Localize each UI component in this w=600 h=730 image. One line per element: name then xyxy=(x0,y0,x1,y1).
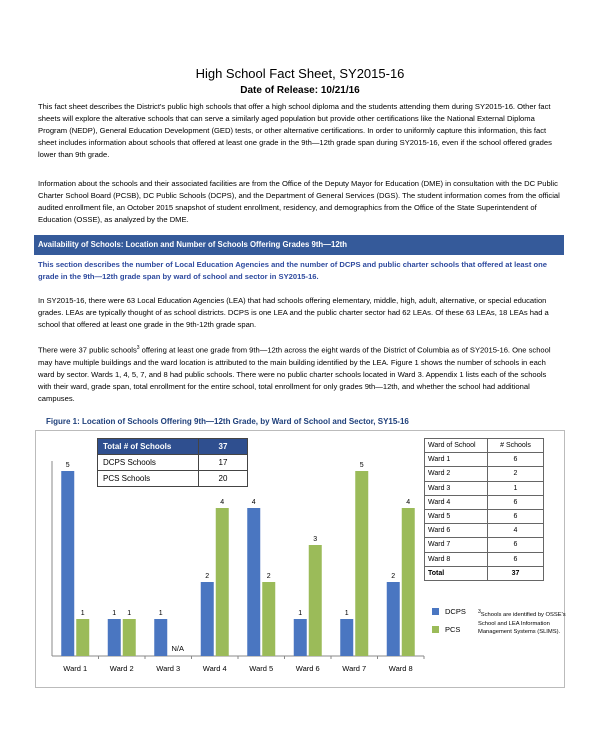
x-tick-label: Ward 4 xyxy=(202,664,227,673)
legend-label-pcs: PCS xyxy=(445,625,461,634)
count-cell: 6 xyxy=(488,495,544,509)
figure-title: Figure 1: Location of Schools Offering 9th—12th Grade, by Ward of School and Sector, SY15-16 xyxy=(46,417,409,426)
count-header: # Schools xyxy=(488,439,544,453)
count-cell: 6 xyxy=(488,538,544,552)
data-label: 1 xyxy=(158,610,163,617)
summary-row-dcps xyxy=(98,455,248,471)
count-cell: 6 xyxy=(488,552,544,566)
count-cell: 6 xyxy=(488,453,544,467)
bar-dcps xyxy=(387,582,400,656)
ward-cell: Ward 5 xyxy=(425,509,488,523)
bar-pcs xyxy=(309,545,322,656)
table-row xyxy=(425,524,544,538)
ward-cell: Ward 7 xyxy=(425,538,488,552)
bar-dcps xyxy=(340,619,353,656)
ward-cell: Ward 2 xyxy=(425,467,488,481)
table-row xyxy=(425,552,544,566)
bar-dcps xyxy=(61,471,74,656)
x-tick-label: Ward 2 xyxy=(109,664,134,673)
bar-pcs xyxy=(216,508,229,656)
legend-swatch-pcs xyxy=(432,626,439,633)
x-tick-label: Ward 6 xyxy=(295,664,320,673)
x-tick-label: Ward 5 xyxy=(249,664,274,673)
ward-cell: Ward 3 xyxy=(425,481,488,495)
section-paragraph-2-start: There were 37 public schools xyxy=(38,345,137,355)
table-row xyxy=(425,467,544,481)
data-label: 1 xyxy=(80,610,85,617)
section-paragraph-1: In SY2015-16, there were 63 Local Education Agencies (LEA) that had schools offering elementary, middle, high, adult, alternative, or special education grades. LEAs are typically thought of as school districts. DCPS is one LEA and the public charter sector had 62 LEAs. Of these 63 LEAs, 18 LEAs had a school that offered at least one grade in the 9th-12th grade span. xyxy=(38,296,549,330)
data-label: 4 xyxy=(406,499,411,506)
data-label: 5 xyxy=(65,462,70,469)
footnote-reference: 3 xyxy=(136,345,140,351)
legend-label-dcps: DCPS xyxy=(445,607,466,616)
data-label: 4 xyxy=(251,499,256,506)
summary-label: DCPS Schools xyxy=(98,455,199,471)
bar-dcps xyxy=(154,619,167,656)
data-label: 2 xyxy=(391,573,396,580)
data-label: 1 xyxy=(344,610,349,617)
data-label: 1 xyxy=(127,610,132,617)
ward-table-header xyxy=(425,439,544,453)
section-lead: This section describes the number of Local Education Agencies and the number of DCPS and public charter schools that offered at least one grade in the 9th—12th grade span by ward of school and sector in SY2015-16. xyxy=(38,260,548,282)
summary-value: 20 xyxy=(199,471,248,487)
section-paragraph-2-rest: offering at least one grade from 9th—12th across the eight wards of the District of Columbia as of SY2015-16. One school may have multiple buildings and the ward location is attributed to the main building identified by the LEA. Figure 1 shows the number of schools in each ward by sector. Wards 1, 4, 5, 7, and 8 had public schools. There were no public charter schools located in Ward 3. Appendix 1 lists each of the schools with their ward, grade span, total enrollment for the entire school, total enrollment for only grades 9th—12th, and whether the school had additional campuses. xyxy=(38,345,551,403)
release-date: Date of Release: 10/21/16 xyxy=(240,85,360,96)
table-row xyxy=(425,481,544,495)
bar-pcs xyxy=(123,619,136,656)
x-tick-label: Ward 7 xyxy=(342,664,367,673)
chart-legend xyxy=(432,607,466,643)
data-label-na: N/A xyxy=(171,644,185,653)
footnote xyxy=(478,608,568,637)
footnote-mark: 3 xyxy=(478,609,481,615)
count-cell: 4 xyxy=(488,524,544,538)
summary-label: Total # of Schools xyxy=(98,439,199,455)
count-cell: 6 xyxy=(488,509,544,523)
summary-value: 37 xyxy=(199,439,248,455)
data-label: 2 xyxy=(266,573,271,580)
data-label: 1 xyxy=(298,610,303,617)
ward-cell: Ward 1 xyxy=(425,453,488,467)
intro-paragraph-2: Information about the schools and their associated facilities are from the Office of the Deputy Mayor for Education (DME) in consultation with the DC Public Charter School Board (PCSB), DC Public Schools (DCPS), and the Department of General Services (DGS). The student information comes from the official audited enrollment file, an October 2015 snapshot of student enrollment, residency, and demographics from the Office of the State Superintendent of Education (OSSE), as analyzed by the DME. xyxy=(38,179,560,225)
ward-header: Ward of School xyxy=(425,439,488,453)
x-tick-label: Ward 8 xyxy=(388,664,413,673)
table-row xyxy=(425,453,544,467)
bar-pcs xyxy=(355,471,368,656)
table-row xyxy=(425,538,544,552)
table-row xyxy=(425,495,544,509)
legend-item-dcps xyxy=(432,607,466,616)
bar-pcs xyxy=(402,508,415,656)
data-label: 1 xyxy=(112,610,117,617)
ward-cell: Ward 6 xyxy=(425,524,488,538)
ward-cell: Ward 8 xyxy=(425,552,488,566)
legend-item-pcs xyxy=(432,625,466,634)
ward-table xyxy=(424,438,544,581)
summary-label: PCS Schools xyxy=(98,471,199,487)
intro-paragraph-1: This fact sheet describes the District's public high schools that offer a high school diploma and the students attending them during SY2015-16. Other fact sheets will explore the alterative schools that can serve a similarly aged population but provide other certifications like the National External Diploma Program (NEDP), General Education Development (GED) tests, or other alternative certifications. In order to uniformly capture this information, this fact sheet includes information about schools that offered at least one grade in the 9th—12th grade span during SY2015-16, even if the school offered grades lower than 9th grade. xyxy=(38,102,552,160)
data-label: 5 xyxy=(359,462,364,469)
summary-row-pcs xyxy=(98,471,248,487)
bar-pcs xyxy=(262,582,275,656)
table-total-row xyxy=(425,566,544,580)
data-label: 3 xyxy=(313,536,318,543)
legend-swatch-dcps xyxy=(432,608,439,615)
bar-dcps xyxy=(247,508,260,656)
total-label: Total xyxy=(425,566,488,580)
data-label: 2 xyxy=(205,573,210,580)
summary-row-total xyxy=(98,439,248,455)
data-label: 4 xyxy=(220,499,225,506)
bar-dcps xyxy=(108,619,121,656)
bar-pcs xyxy=(76,619,89,656)
count-cell: 1 xyxy=(488,481,544,495)
ward-cell: Ward 4 xyxy=(425,495,488,509)
total-value: 37 xyxy=(488,566,544,580)
x-tick-label: Ward 3 xyxy=(156,664,181,673)
count-cell: 2 xyxy=(488,467,544,481)
bar-dcps xyxy=(201,582,214,656)
bar-dcps xyxy=(294,619,307,656)
summary-table xyxy=(97,438,248,487)
footnote-text: Schools are identified by OSSE's School and LEA Information Management Systems (SLIMS). xyxy=(478,611,566,636)
document-title: High School Fact Sheet, SY2015-16 xyxy=(195,66,405,81)
x-tick-label: Ward 1 xyxy=(63,664,88,673)
summary-value: 17 xyxy=(199,455,248,471)
table-row xyxy=(425,509,544,523)
section-heading: Availability of Schools: Location and Number of Schools Offering Grades 9th—12th xyxy=(34,235,564,255)
